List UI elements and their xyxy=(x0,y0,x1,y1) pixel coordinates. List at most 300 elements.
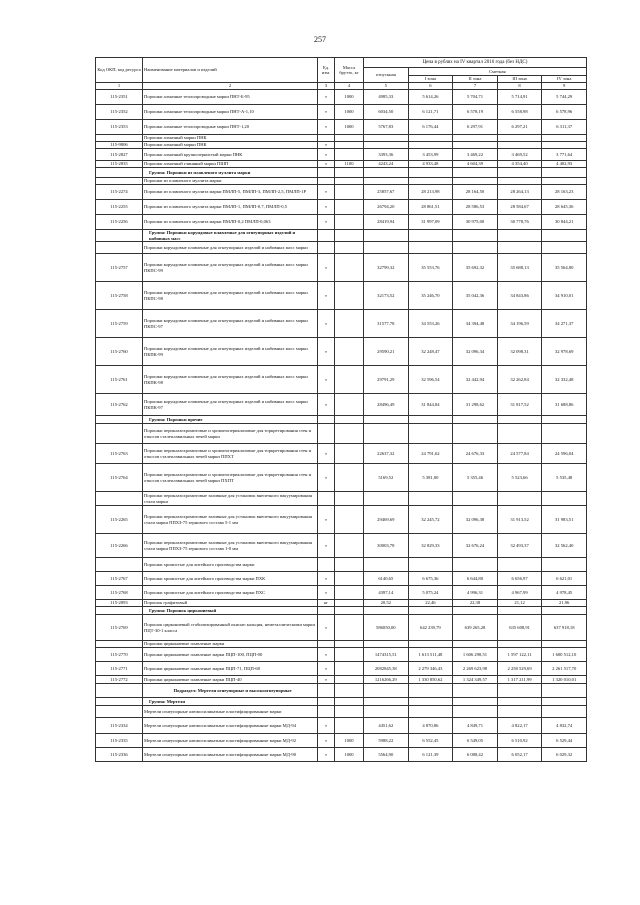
material-name-cell: Мертели огнеупорные алюмосиликатные пластифицированные марки МД-94 xyxy=(143,718,318,734)
material-name-cell: Порошки алмазный глиняный марки ПШП xyxy=(143,161,318,168)
unit-cell: т xyxy=(318,338,335,366)
empty-cell xyxy=(364,684,409,698)
release-price-cell: 4985,33 xyxy=(364,90,409,105)
empty-cell xyxy=(542,607,587,615)
zone2-price-cell: 32 676,24 xyxy=(453,534,498,558)
zone3-price-cell xyxy=(497,142,542,149)
table-row xyxy=(96,600,587,607)
column-number: 5 xyxy=(364,83,409,90)
zone-header: I зона xyxy=(408,76,453,83)
resource-code-cell: 115-2256 xyxy=(96,215,143,230)
mass-cell xyxy=(335,534,364,558)
unit-cell xyxy=(318,242,335,254)
zone3-price-cell xyxy=(497,424,542,444)
zone2-price-cell: 31 298,62 xyxy=(453,394,498,416)
release-price-cell: 5988,22 xyxy=(364,734,409,748)
mass-cell xyxy=(335,572,364,586)
empty-cell xyxy=(497,698,542,706)
zone3-price-cell: 6 297,21 xyxy=(497,120,542,135)
zone3-price-cell: 32 098,31 xyxy=(497,338,542,366)
material-name-cell: Порошки циркониевые плавленые марки ПЦП-40 xyxy=(143,676,318,684)
material-name-cell: Порошки корундовые плавленые для огнеупорных изделий и набивных масс марки ПКПК-98 xyxy=(143,366,318,394)
release-price-cell xyxy=(364,706,409,718)
group-heading: Группа: Порошки из плавленого муллита марки xyxy=(143,168,318,178)
zone3-price-cell: 6 656,97 xyxy=(497,572,542,586)
material-name-cell: Порошки периклазохромитовые заливные для установок внепечного вакуумирования стали марки ППХЗ-75 зернового состава 1-0 мм xyxy=(143,534,318,558)
empty-cell xyxy=(318,684,335,698)
empty-cell xyxy=(497,607,542,615)
release-price-cell: 1216266,29 xyxy=(364,676,409,684)
release-price-cell: 29791,29 xyxy=(364,366,409,394)
price-title-header: Цена в рублях на IV квартал 2016 года (без НДС) xyxy=(364,58,587,68)
table-row xyxy=(96,149,587,161)
zone2-price-cell: 28 586,53 xyxy=(453,200,498,215)
table-row xyxy=(96,282,587,310)
zone4-price-cell xyxy=(542,492,587,506)
release-price-cell xyxy=(364,135,409,142)
zone1-price-cell: 1 613 511,48 xyxy=(408,648,453,662)
material-name-cell: Порошки корундовые плавленые для огнеупорных изделий и набивных масс марки xyxy=(143,242,318,254)
resource-code-cell: 115-2351 xyxy=(96,90,143,105)
material-name-cell: Порошки алмазные теплопроводные марки ПНТ-А-1,10 xyxy=(143,105,318,120)
mass-cell xyxy=(335,600,364,607)
resource-code-cell: 115-2763 xyxy=(96,444,143,464)
zone2-price-cell: 35 042,36 xyxy=(453,282,498,310)
price-table xyxy=(95,57,587,762)
material-name-cell: Порошки корундовые плавленые для огнеупорных изделий и набивных масс марки ПКПС-97 xyxy=(143,310,318,338)
zone1-price-cell: 2 279 346,43 xyxy=(408,662,453,676)
zone4-price-cell: 6 029,32 xyxy=(542,748,587,762)
empty-cell xyxy=(335,684,364,698)
mass-cell xyxy=(335,254,364,282)
resource-code-cell: 115-2335 xyxy=(96,734,143,748)
zone2-price-cell: 6 297,91 xyxy=(453,120,498,135)
zone1-price-cell: 4 933,48 xyxy=(408,161,453,168)
material-name-cell: Порошки алмазный марки ПНК xyxy=(143,142,318,149)
empty-cell xyxy=(318,230,335,242)
zone4-price-cell: 31 983,51 xyxy=(542,506,587,534)
zone2-price-cell: 30 975,00 xyxy=(453,215,498,230)
empty-cell xyxy=(318,607,335,615)
subsection-heading-row xyxy=(96,684,587,698)
unit-cell: т xyxy=(318,215,335,230)
unit-cell: т xyxy=(318,282,335,310)
resource-code-cell xyxy=(96,558,143,572)
column-number: 9 xyxy=(542,83,587,90)
material-name-cell: Порошки алмазный марки ПНК xyxy=(143,135,318,142)
release-price-cell: 25857,67 xyxy=(364,185,409,200)
zone2-price-cell: 6 644,80 xyxy=(453,572,498,586)
mass-cell xyxy=(335,310,364,338)
table-row xyxy=(96,706,587,718)
zone1-price-cell xyxy=(408,142,453,149)
mass-cell xyxy=(335,424,364,444)
zone4-price-cell: 1 600 512,10 xyxy=(542,648,587,662)
unit-cell xyxy=(318,135,335,142)
table-row xyxy=(96,615,587,641)
resource-code-cell: 115-2265 xyxy=(96,506,143,534)
empty-cell xyxy=(335,607,364,615)
unit-cell: т xyxy=(318,142,335,149)
column-number: 2 xyxy=(143,83,318,90)
zone2-price-cell: 3 469,22 xyxy=(453,149,498,161)
zone3-price-cell: 6 510,92 xyxy=(497,734,542,748)
resource-code-cell: 115-2760 xyxy=(96,338,143,366)
zone1-price-cell xyxy=(408,424,453,444)
unit-cell: т xyxy=(318,185,335,200)
zone4-price-cell: 637 918,18 xyxy=(542,615,587,641)
zone4-price-cell xyxy=(542,641,587,648)
zone-header: IV зона xyxy=(542,76,587,83)
material-name-cell: Порошки из плавленого муллита марки xyxy=(143,178,318,185)
mass-cell xyxy=(335,706,364,718)
unit-cell xyxy=(318,558,335,572)
zone4-price-cell: 6 311,37 xyxy=(542,120,587,135)
zone3-price-cell xyxy=(497,706,542,718)
mass-cell xyxy=(335,366,364,394)
estimate-price-header: Сметная xyxy=(408,68,586,76)
zone3-price-cell: 4 967,99 xyxy=(497,586,542,600)
material-name-cell: Порошки циркониевые плавленые марки xyxy=(143,641,318,648)
material-name-cell: Мертели огнеупорные алюмосиликатные пластифицированные марки МД-90 xyxy=(143,748,318,762)
zone4-price-cell xyxy=(542,706,587,718)
release-price-cell: 32173,52 xyxy=(364,282,409,310)
empty-cell xyxy=(453,416,498,424)
unit-cell: т xyxy=(318,161,335,168)
mass-cell xyxy=(335,506,364,534)
zone4-price-cell: 2 261 517,70 xyxy=(542,662,587,676)
unit-cell: т xyxy=(318,464,335,492)
release-price-cell: 3393,36 xyxy=(364,149,409,161)
unit-cell: т xyxy=(318,120,335,135)
zone1-price-cell: 24 791,62 xyxy=(408,444,453,464)
unit-cell xyxy=(318,641,335,648)
resource-code-cell: 115-2762 xyxy=(96,394,143,416)
unit-cell: т xyxy=(318,254,335,282)
resource-code-cell: 115-2767 xyxy=(96,572,143,586)
table-row xyxy=(96,120,587,135)
name-header: Наименование материалов и изделий xyxy=(143,58,318,83)
table-row xyxy=(96,178,587,185)
zone1-price-cell xyxy=(408,558,453,572)
table-row xyxy=(96,394,587,416)
zone1-price-cell xyxy=(408,178,453,185)
unit-header: Ед. изм. xyxy=(318,58,335,83)
release-price-cell: 22637,32 xyxy=(364,444,409,464)
resource-code-cell: 115-2266 xyxy=(96,534,143,558)
zone4-price-cell: 4 402,93 xyxy=(542,161,587,168)
empty-cell xyxy=(453,698,498,706)
zone4-price-cell: 34 910,01 xyxy=(542,282,587,310)
material-name-cell: Порошки корундовые плавленые для огнеупорных изделий и набивных масс марки ПКПС-98 xyxy=(143,282,318,310)
unit-cell: т xyxy=(318,748,335,762)
release-price-cell: 5767,83 xyxy=(364,120,409,135)
material-name-cell: Порошок графитовый xyxy=(143,600,318,607)
zone1-price-cell: 6 176,44 xyxy=(408,120,453,135)
zone1-price-cell: 28 861,51 xyxy=(408,200,453,215)
empty-cell xyxy=(542,684,587,698)
zone3-price-cell: 4 822,17 xyxy=(497,718,542,734)
material-name-cell: Порошки из плавленого муллита марки ПМЛП-0,2 ПМЛП-0,063 xyxy=(143,215,318,230)
material-name-cell: Порошки периклазохромитовые и хромитопериклазовые для торкретирования стен и откосов сталеплавильных печей марки xyxy=(143,424,318,444)
zone4-price-cell xyxy=(542,558,587,572)
mass-cell xyxy=(335,444,364,464)
column-number: 1 xyxy=(96,83,143,90)
zone3-price-cell: 28 584,67 xyxy=(497,200,542,215)
zone2-price-cell: 2 269 623,98 xyxy=(453,662,498,676)
zone2-price-cell: 639 265,28 xyxy=(453,615,498,641)
mass-cell xyxy=(335,200,364,215)
mass-cell xyxy=(335,282,364,310)
empty-cell xyxy=(96,416,143,424)
zone3-price-cell: 31 913,52 xyxy=(497,506,542,534)
table-row xyxy=(96,161,587,168)
zone1-price-cell: 4 870,86 xyxy=(408,718,453,734)
zone2-price-cell xyxy=(453,492,498,506)
unit-cell xyxy=(318,706,335,718)
table-row xyxy=(96,558,587,572)
zone1-price-cell: 32 245,72 xyxy=(408,506,453,534)
resource-code-cell: 115-2764 xyxy=(96,464,143,492)
empty-cell xyxy=(318,698,335,706)
zone4-price-cell xyxy=(542,142,587,149)
release-price-cell xyxy=(364,242,409,254)
empty-cell xyxy=(542,168,587,178)
resource-code-cell: 115-2352 xyxy=(96,105,143,120)
zone4-price-cell: 6 578,96 xyxy=(542,105,587,120)
unit-cell: т xyxy=(318,149,335,161)
unit-cell: т xyxy=(318,506,335,534)
zone2-price-cell: 28 164,50 xyxy=(453,185,498,200)
release-price-header: отпускная xyxy=(364,68,409,83)
zone3-price-cell: 28 264,13 xyxy=(497,185,542,200)
zone1-price-cell xyxy=(408,135,453,142)
zone1-price-cell: 6 121,39 xyxy=(408,748,453,762)
table-row xyxy=(96,648,587,662)
mass-cell: 1000 xyxy=(335,105,364,120)
zone3-price-cell xyxy=(497,242,542,254)
zone4-price-cell xyxy=(542,135,587,142)
material-name-cell: Порошки периклазохромитовые и хромитопериклазовые для торкретирования стен и откосов сталеплавильных печей марки ППХТ xyxy=(143,444,318,464)
material-name-cell: Порошки корундовые плавленые для огнеупорных изделий и набивных масс марки ПКПС-99 xyxy=(143,254,318,282)
empty-cell xyxy=(318,168,335,178)
table-row xyxy=(96,185,587,200)
table-row xyxy=(96,572,587,586)
mass-cell xyxy=(335,641,364,648)
resource-code-cell xyxy=(96,135,143,142)
zone1-price-cell: 6 121,71 xyxy=(408,105,453,120)
mass-cell: 1000 xyxy=(335,748,364,762)
group-heading: Группа: Мертели xyxy=(143,698,318,706)
resource-code-cell: 115-2353 xyxy=(96,120,143,135)
group-heading-row xyxy=(96,416,587,424)
empty-cell xyxy=(453,168,498,178)
zone4-price-cell: 1 320 010,01 xyxy=(542,676,587,684)
zone2-price-cell xyxy=(453,641,498,648)
unit-cell: т xyxy=(318,200,335,215)
mass-cell: 1000 xyxy=(335,734,364,748)
zone-header: III зона xyxy=(497,76,542,83)
mass-cell xyxy=(335,149,364,161)
zone2-price-cell: 6 549,05 xyxy=(453,734,498,748)
table-row xyxy=(96,242,587,254)
table-row xyxy=(96,135,587,142)
unit-cell: т xyxy=(318,366,335,394)
table-row xyxy=(96,366,587,394)
zone4-price-cell: 28 645,36 xyxy=(542,200,587,215)
code-header: Код ОКП, код ресурса xyxy=(96,58,143,83)
empty-cell xyxy=(96,168,143,178)
table-row xyxy=(96,748,587,762)
zone3-price-cell xyxy=(497,135,542,142)
table-row xyxy=(96,506,587,534)
empty-cell xyxy=(497,416,542,424)
empty-cell xyxy=(96,698,143,706)
zone4-price-cell: 4 978,45 xyxy=(542,586,587,600)
release-price-cell xyxy=(364,492,409,506)
zone4-price-cell: 32 562,40 xyxy=(542,534,587,558)
column-number: 7 xyxy=(453,83,498,90)
empty-cell xyxy=(542,416,587,424)
empty-cell xyxy=(408,684,453,698)
resource-code-cell: 115-2757 xyxy=(96,254,143,282)
mass-cell xyxy=(335,718,364,734)
zone3-price-cell: 32 262,84 xyxy=(497,366,542,394)
zone3-price-cell xyxy=(497,641,542,648)
mass-cell xyxy=(335,662,364,676)
release-price-cell: 32799,32 xyxy=(364,254,409,282)
column-number: 3 xyxy=(318,83,335,90)
resource-code-cell: 115-2835 xyxy=(96,161,143,168)
unit-cell: т xyxy=(318,648,335,662)
resource-code-cell: 115-2334 xyxy=(96,718,143,734)
zone2-price-cell: 4 849,71 xyxy=(453,718,498,734)
material-name-cell: Порошки корундовые плавленые для огнеупорных изделий и набивных масс марки ПКПК-99 xyxy=(143,338,318,366)
zone2-price-cell: 4 604,39 xyxy=(453,161,498,168)
zone3-price-cell: 2 258 529,69 xyxy=(497,662,542,676)
material-name-cell: Порошки периклазохромитовые заливные для установок внепечного вакуумирования стали марки xyxy=(143,492,318,506)
mass-cell xyxy=(335,615,364,641)
empty-cell xyxy=(408,416,453,424)
resource-code-cell: 115-2759 xyxy=(96,310,143,338)
empty-cell xyxy=(497,230,542,242)
empty-cell xyxy=(335,416,364,424)
empty-cell xyxy=(364,607,409,615)
zone3-price-cell: 21,12 xyxy=(497,600,542,607)
material-name-cell: Мертели огнеупорные алюмосиликатные пластифицированные марки xyxy=(143,706,318,718)
release-price-cell: 1474315,51 xyxy=(364,648,409,662)
unit-cell: т xyxy=(318,586,335,600)
zone1-price-cell: 32 248,47 xyxy=(408,338,453,366)
table-row xyxy=(96,444,587,464)
page-number: 257 xyxy=(314,35,326,44)
table-row xyxy=(96,338,587,366)
column-number: 4 xyxy=(335,83,364,90)
resource-code-cell: 115-2771 xyxy=(96,662,143,676)
empty-cell xyxy=(542,230,587,242)
mass-cell xyxy=(335,142,364,149)
empty-cell xyxy=(96,684,143,698)
zone4-price-cell: 32 978,69 xyxy=(542,338,587,366)
zone4-price-cell: 30 844,21 xyxy=(542,215,587,230)
empty-cell xyxy=(335,230,364,242)
empty-cell xyxy=(96,230,143,242)
mass-cell xyxy=(335,648,364,662)
zone4-price-cell: 28 163,23 xyxy=(542,185,587,200)
group-heading: Группа: Порошки корундовые плавленые для огнеупорных изделий и набивных масс xyxy=(143,230,318,242)
release-price-cell: 4243,24 xyxy=(364,161,409,168)
zone2-price-cell: 32 442,94 xyxy=(453,366,498,394)
unit-cell: т xyxy=(318,662,335,676)
zone4-price-cell: 5 744,29 xyxy=(542,90,587,105)
group-heading-row xyxy=(96,607,587,615)
zone2-price-cell: 34 394,48 xyxy=(453,310,498,338)
zone4-price-cell: 6 621,01 xyxy=(542,572,587,586)
resource-code-cell xyxy=(96,492,143,506)
zone3-price-cell: 24 577,84 xyxy=(497,444,542,464)
empty-cell xyxy=(364,416,409,424)
empty-cell xyxy=(453,230,498,242)
zone2-price-cell xyxy=(453,424,498,444)
zone1-price-cell: 32 829,33 xyxy=(408,534,453,558)
mass-cell: 1000 xyxy=(335,120,364,135)
material-name-cell: Порошки алмазный крупнозернистый марки ПНК xyxy=(143,149,318,161)
zone1-price-cell: 28 213,98 xyxy=(408,185,453,200)
price-table-body xyxy=(96,90,587,762)
empty-cell xyxy=(408,607,453,615)
column-number: 6 xyxy=(408,83,453,90)
column-number-row xyxy=(96,83,587,90)
table-row xyxy=(96,734,587,748)
mass-cell xyxy=(335,394,364,416)
zone3-price-cell: 31 817,52 xyxy=(497,394,542,416)
zone1-price-cell: 32 596,54 xyxy=(408,366,453,394)
table-row xyxy=(96,142,587,149)
zone2-price-cell: 32 096,38 xyxy=(453,506,498,534)
release-price-cell xyxy=(364,142,409,149)
unit-cell: т xyxy=(318,394,335,416)
zone1-price-cell: 642 239,79 xyxy=(408,615,453,641)
zone2-price-cell xyxy=(453,242,498,254)
material-name-cell: Порошки циркониевые плавленые марки ПЦП-100, ПЦП-00 xyxy=(143,648,318,662)
zone4-price-cell xyxy=(542,178,587,185)
release-price-cell: 29469,69 xyxy=(364,506,409,534)
table-row xyxy=(96,492,587,506)
zone2-price-cell xyxy=(453,558,498,572)
zone4-price-cell xyxy=(542,424,587,444)
zone4-price-cell: 4 832,74 xyxy=(542,718,587,734)
zone2-price-cell xyxy=(453,178,498,185)
table-row xyxy=(96,424,587,444)
release-price-cell: 4451,62 xyxy=(364,718,409,734)
table-row xyxy=(96,676,587,684)
zone1-price-cell: 35 553,76 xyxy=(408,254,453,282)
resource-code-cell xyxy=(96,424,143,444)
material-name-cell: Порошки хромистые для литейного производства марки ПХК xyxy=(143,572,318,586)
mass-cell xyxy=(335,586,364,600)
resource-code-cell: 115-2761 xyxy=(96,366,143,394)
resource-code-cell: 115-2827 xyxy=(96,149,143,161)
release-price-cell: 4397,14 xyxy=(364,586,409,600)
empty-cell xyxy=(364,698,409,706)
material-name-cell: Порошки циркониевые плавленые марки ПЦП-71, ПЦП-68 xyxy=(143,662,318,676)
material-name-cell: Мертели огнеупорные алюмосиликатные пластифицированные марки МД-92 xyxy=(143,734,318,748)
zone2-price-cell: 5 355,46 xyxy=(453,464,498,492)
zone3-price-cell: 6 558,98 xyxy=(497,105,542,120)
zone4-price-cell: 5 535,48 xyxy=(542,464,587,492)
column-number: 8 xyxy=(497,83,542,90)
zone1-price-cell: 6 552,45 xyxy=(408,734,453,748)
